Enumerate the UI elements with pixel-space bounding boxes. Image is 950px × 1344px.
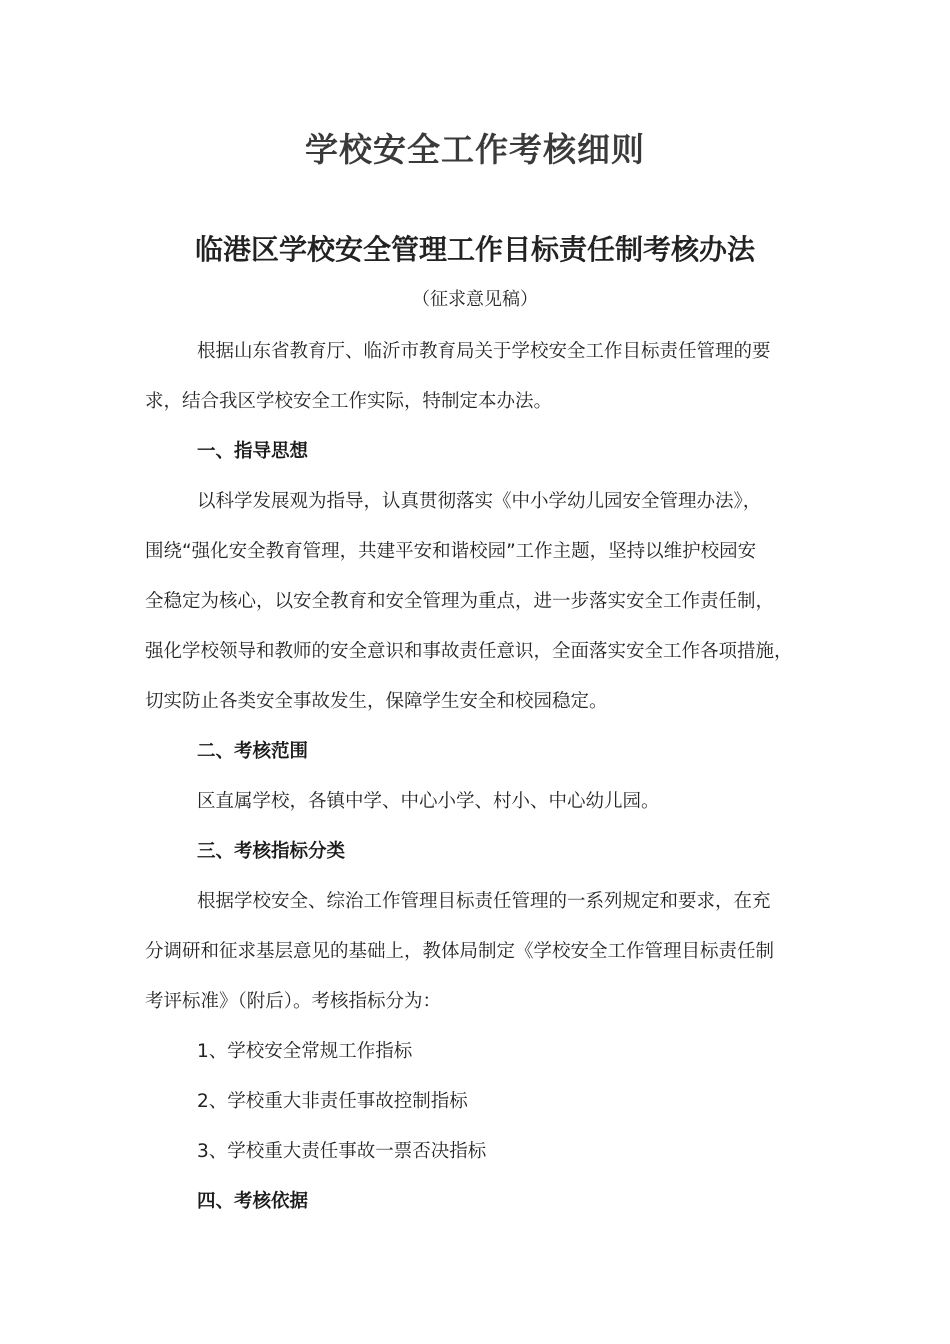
section1-line: 围绕“强化安全教育管理，共建平安和谐校园”工作主题，坚持以维护校园安 [145, 541, 757, 562]
document-body [145, 327, 825, 1227]
section1-line: 强化学校领导和教师的安全意识和事故责任意识，全面落实安全工作各项措施， [145, 641, 793, 662]
section3-line: 考评标准》（附后）。考核指标分为： [145, 991, 442, 1012]
list-item: 3、学校重大责任事故一票否决指标 [197, 1141, 487, 1162]
section-heading-guiding-ideology: 一、指导思想 [197, 441, 309, 462]
section2-line: 区直属学校，各镇中学、中心小学、村小、中心幼儿园。 [197, 791, 660, 812]
intro-line: 根据山东省教育厅、临沂市教育局关于学校安全工作目标责任管理的要 [197, 341, 771, 362]
section-heading-assessment-basis: 四、考核依据 [197, 1191, 309, 1212]
list-item: 2、学校重大非责任事故控制指标 [197, 1091, 468, 1112]
document-subtitle: 临港区学校安全管理工作目标责任制考核办法 [194, 233, 755, 266]
intro-line: 求，结合我区学校安全工作实际，特制定本办法。 [145, 391, 553, 412]
section1-line: 切实防止各类安全事故发生，保障学生安全和校园稳定。 [145, 691, 608, 712]
section3-line: 根据学校安全、综治工作管理目标责任管理的一系列规定和要求，在充 [197, 891, 771, 912]
section-heading-indicator-classification: 三、考核指标分类 [197, 841, 346, 862]
section-heading-assessment-scope: 二、考核范围 [197, 741, 309, 762]
document-title: 学校安全工作考核细则 [305, 130, 645, 169]
section3-line: 分调研和征求基层意见的基础上，教体局制定《学校安全工作管理目标责任制 [145, 941, 775, 962]
section1-line: 以科学发展观为指导，认真贯彻落实《中小学幼儿园安全管理办法》， [197, 491, 762, 512]
list-item: 1、学校安全常规工作指标 [197, 1041, 413, 1062]
draft-note: （征求意见稿） [412, 289, 538, 310]
section1-line: 全稳定为核心，以安全教育和安全管理为重点，进一步落实安全工作责任制， [145, 591, 775, 612]
